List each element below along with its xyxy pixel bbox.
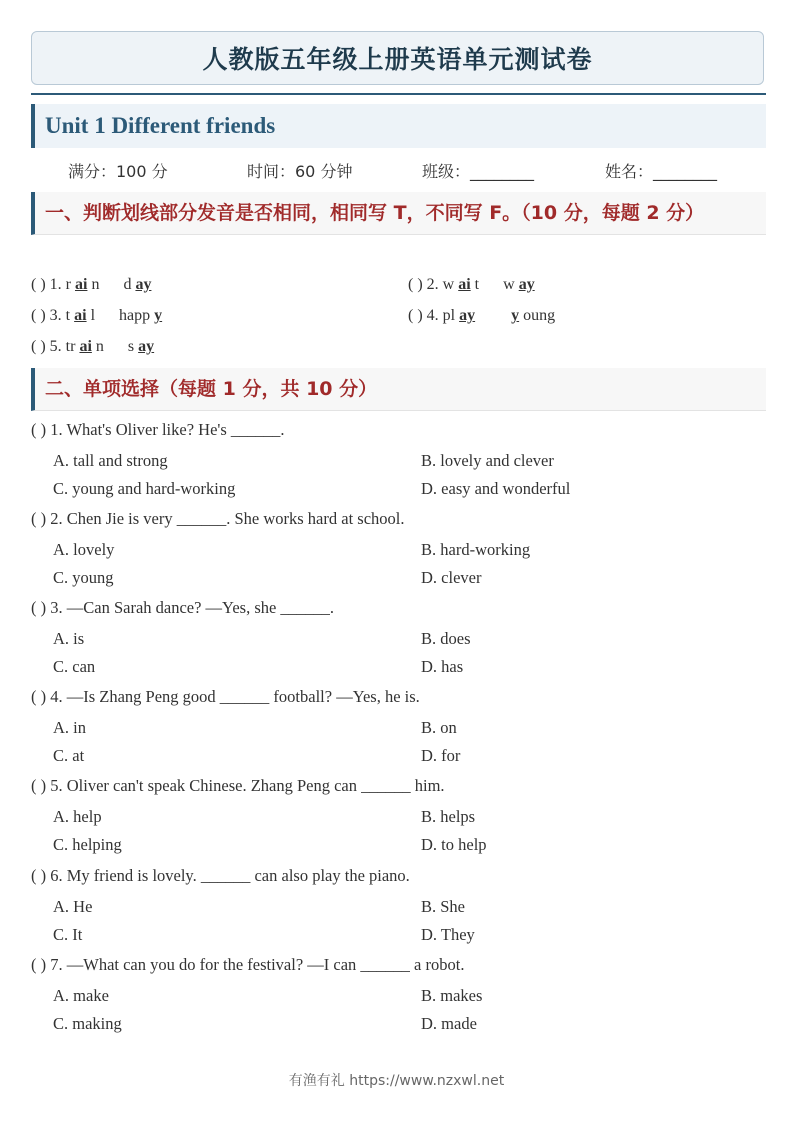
- option-d[interactable]: D. They: [421, 925, 475, 944]
- option-b[interactable]: B. helps: [421, 807, 476, 826]
- underlined-letters: ai: [79, 338, 92, 355]
- option-d[interactable]: D. clever: [421, 568, 482, 587]
- question-stem: ( ) 4. —Is Zhang Peng good ______ football? —Yes, he is.: [31, 687, 420, 706]
- option-b[interactable]: B. lovely and clever: [421, 451, 554, 470]
- option-a[interactable]: A. in: [53, 718, 86, 737]
- name-field[interactable]: 姓名：________: [605, 162, 718, 181]
- unit-title: Unit 1 Different friends: [45, 113, 276, 138]
- underlined-letters: ay: [138, 338, 155, 355]
- title-divider: [31, 93, 766, 95]
- question-stem: ( ) 1. What's Oliver like? He's ______.: [31, 420, 285, 439]
- underlined-letters: ai: [74, 276, 88, 293]
- option-d[interactable]: D. easy and wonderful: [421, 479, 571, 498]
- option-b[interactable]: B. makes: [421, 986, 483, 1005]
- option-c[interactable]: C. young and hard-working: [53, 479, 236, 498]
- underlined-letters: y: [511, 307, 520, 324]
- option-b[interactable]: B. hard-working: [421, 540, 531, 559]
- option-a[interactable]: A. He: [53, 897, 93, 916]
- option-a[interactable]: A. tall and strong: [53, 451, 168, 470]
- option-a[interactable]: A. is: [53, 629, 85, 648]
- full-score: 满分：100 分: [68, 162, 168, 181]
- section1-heading: [31, 192, 766, 235]
- option-c[interactable]: C. helping: [53, 835, 122, 854]
- underlined-letters: ai: [74, 307, 87, 324]
- section2-title: 二、单项选择（每题 1 分，共 10 分）: [45, 378, 378, 400]
- phonics-item: ( ) 5. tr ai n s ay: [31, 338, 155, 355]
- option-d[interactable]: D. made: [421, 1014, 477, 1033]
- page-title-box: [31, 31, 764, 85]
- question-stem: ( ) 7. —What can you do for the festival? —I can ______ a robot.: [31, 955, 465, 974]
- option-d[interactable]: D. has: [421, 657, 464, 676]
- underlined-letters: ay: [135, 276, 152, 293]
- underlined-letters: ai: [458, 276, 471, 293]
- option-a[interactable]: A. lovely: [53, 540, 115, 559]
- question-stem: ( ) 6. My friend is lovely. ______ can also play the piano.: [31, 866, 410, 885]
- option-b[interactable]: B. on: [421, 718, 457, 737]
- exam-time: 时间：60 分钟: [247, 162, 353, 181]
- class-field[interactable]: 班级：________: [422, 162, 535, 181]
- option-a[interactable]: A. make: [53, 986, 109, 1005]
- unit-header: [31, 104, 766, 148]
- option-c[interactable]: C. at: [53, 746, 85, 765]
- question-stem: ( ) 2. Chen Jie is very ______. She works hard at school.: [31, 509, 405, 528]
- option-c[interactable]: C. young: [53, 568, 114, 587]
- underlined-letters: ay: [459, 307, 476, 324]
- section2-heading: [31, 368, 766, 411]
- option-b[interactable]: B. does: [421, 629, 471, 648]
- underlined-letters: ay: [518, 276, 535, 293]
- option-a[interactable]: A. help: [53, 807, 102, 826]
- question-stem: ( ) 5. Oliver can't speak Chinese. Zhang Peng can ______ him.: [31, 776, 445, 795]
- phonics-item: ( ) 4. pl ay y oung: [408, 307, 556, 324]
- phonics-item: ( ) 3. t ai l happ y: [31, 307, 163, 324]
- underlined-letters: y: [154, 307, 163, 324]
- footer-source: 有渔有礼 https://www.nzxwl.net: [288, 1073, 505, 1089]
- phonics-item: ( ) 1. r ai n d ay: [31, 276, 152, 293]
- option-c[interactable]: C. making: [53, 1014, 122, 1033]
- option-d[interactable]: D. for: [421, 746, 461, 765]
- phonics-item: ( ) 2. w ai t w ay: [408, 276, 535, 293]
- section1-title: 一、判断划线部分发音是否相同，相同写 T，不同写 F。（10 分，每题 2 分）: [45, 202, 705, 224]
- option-c[interactable]: C. can: [53, 657, 96, 676]
- option-d[interactable]: D. to help: [421, 835, 487, 854]
- question-stem: ( ) 3. —Can Sarah dance? —Yes, she ______.: [31, 598, 335, 617]
- option-b[interactable]: B. She: [421, 897, 466, 916]
- page-title: 人教版五年级上册英语单元测试卷: [202, 45, 593, 74]
- option-c[interactable]: C. It: [53, 925, 83, 944]
